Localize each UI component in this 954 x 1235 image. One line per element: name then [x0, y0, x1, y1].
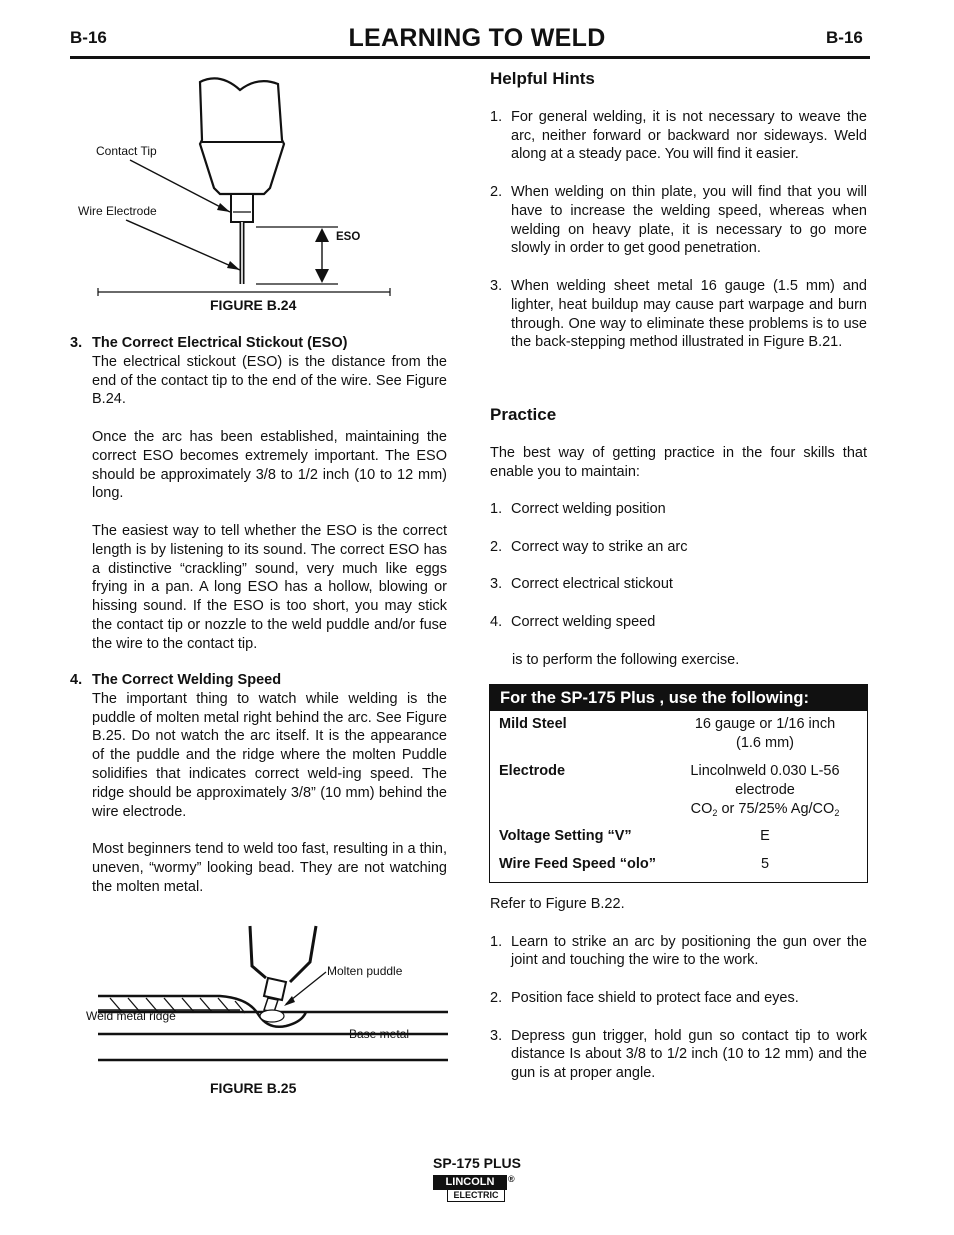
electrode-label: Electrode — [499, 763, 566, 779]
lincoln-electric-logo — [433, 1175, 519, 1203]
voltage-value: E — [760, 828, 770, 844]
wfs-value: 5 — [760, 856, 770, 872]
section-speed-number: 4. — [70, 672, 83, 688]
practice-intro: The best way of getting practice in the four skills that enable you to maintain: — [490, 444, 867, 480]
electrode-value: Lincolnweld 0.030 L-56 electrode $CO_2$ or 75/25% $Ag/CO_2$ — [690, 763, 840, 818]
section-eso-heading — [70, 334, 447, 353]
step-item: 1. Learn to strike an arc by positioning the gun over the joint and touching the wire to the work. — [490, 933, 867, 969]
refer-text: Refer to Figure B.22. — [490, 896, 625, 912]
label-contact-tip: Contact Tip — [96, 144, 157, 158]
label-base-metal: Base metal — [349, 1027, 410, 1041]
exercise-steps — [490, 895, 867, 1083]
eso-paragraph-3: The easiest way to tell whether the ESO is the correct length is by listening to its sound. The correct ESO has a distinctive “crackling” sound, very much like eggs frying in a pan. A long ESO has a hollow, blowing or hissing sound. If the ESO is too short, you may stick the contact tip or nozzle to the weld puddle and/or fuse the wire to the contact tip. — [92, 522, 447, 652]
practice-item: 3. Correct electrical stickout — [490, 576, 673, 593]
wfs-label: Wire Feed Speed “olo” — [499, 856, 656, 872]
speed-paragraph-1: The important thing to watch while welding is the puddle of molten metal right behind the arc. See Figure B.25. Do not watch the arc itself. It is the appearance of the puddle and the ridge where the molten Puddle solidifies that indicates correct weld-ing speed. The ridge should be approximately 3/8” (10 mm) behind the wire electrode. — [92, 690, 447, 820]
voltage-label: Voltage Setting “V” — [499, 828, 632, 844]
practice-item: 1. Correct welding position — [490, 501, 666, 518]
settings-table — [489, 684, 868, 883]
practice-item: 2. Correct way to strike an arc — [490, 538, 688, 555]
page-title: LEARNING TO WELD — [348, 24, 606, 52]
figure-b24-caption: FIGURE B.24 — [210, 297, 297, 313]
page-code-right: B-16 — [826, 28, 863, 47]
section-speed — [70, 671, 447, 897]
practice-section — [490, 406, 867, 669]
step-item: 2. Position face shield to protect face and eyes. — [490, 989, 799, 1006]
section-eso — [70, 334, 447, 654]
hint-item: 1. For general welding, it is not necessary to weave the arc, neither forward or backward nor sideways. Weld along at a steady pace. You will find it easier. — [490, 108, 867, 163]
settings-table-heading: For the SP-175 Plus , use the following: — [490, 685, 867, 711]
label-wire-electrode: Wire Electrode — [78, 204, 157, 218]
practice-heading: Practice — [490, 405, 557, 424]
eso-paragraph-2: Once the arc has been established, maintaining the correct ESO becomes extremely important. The ESO should be approximately 3/8 to 1/2 inch (10 to 12 mm) long. — [92, 428, 447, 502]
helpful-hints-section — [490, 70, 867, 352]
logo-registered: ® — [508, 1174, 515, 1184]
section-eso-number: 3. — [70, 335, 83, 351]
logo-bottom: ELECTRIC — [447, 1189, 505, 1202]
eso-paragraph-1: The electrical stickout (ESO) is the distance from the end of the contact tip to the end of the wire. See Figure B.24. — [92, 353, 447, 408]
step-item: 3. Depress gun trigger, hold gun so contact tip to work distance Is about 3/8 to 1/2 inch (10 to 12 mm) and the gun is at proper angle. — [490, 1027, 867, 1082]
figure-b25-drawing — [80, 920, 455, 1070]
label-weld-metal-ridge: Weld metal ridge — [86, 1009, 176, 1023]
figure-b25-caption: FIGURE B.25 — [210, 1080, 297, 1096]
section-speed-heading — [70, 671, 447, 690]
page-code-left: B-16 — [70, 28, 107, 47]
practice-outro: is to perform the following exercise. — [512, 651, 740, 668]
section-eso-title: The Correct Electrical Stickout (ESO) — [92, 335, 348, 351]
practice-item: 4. Correct welding speed — [490, 613, 656, 630]
section-speed-title: The Correct Welding Speed — [92, 672, 282, 688]
label-molten-puddle: Molten puddle — [327, 964, 403, 978]
mild-steel-value: 16 gauge or 1/16 inch (1.6 mm) — [694, 716, 836, 751]
speed-paragraph-2: Most beginners tend to weld too fast, resulting in a thin, uneven, “wormy” looking bead. They are not watching the molten metal. — [92, 841, 447, 895]
label-eso: ESO — [336, 231, 361, 243]
helpful-hints-heading: Helpful Hints — [490, 69, 595, 88]
figure-b24-drawing — [70, 70, 450, 310]
mild-steel-label: Mild Steel — [499, 716, 567, 732]
hint-item: 3. When welding sheet metal 16 gauge (1.5 mm) and lighter, heat buildup may cause part warpage and burn through. One way to eliminate these problems is to use the back-stepping method illustrated in Figure B.21. — [490, 277, 867, 351]
header-rule — [70, 56, 870, 59]
hint-item: 2. When welding on thin plate, you will find that you will have to increase the welding speed, whereas when welding on heavy plate, it is necessary to go more slowly in order to get good penetration. — [490, 183, 867, 257]
footer-model: SP-175 PLUS — [433, 1155, 521, 1171]
logo-top: LINCOLN — [433, 1175, 507, 1190]
